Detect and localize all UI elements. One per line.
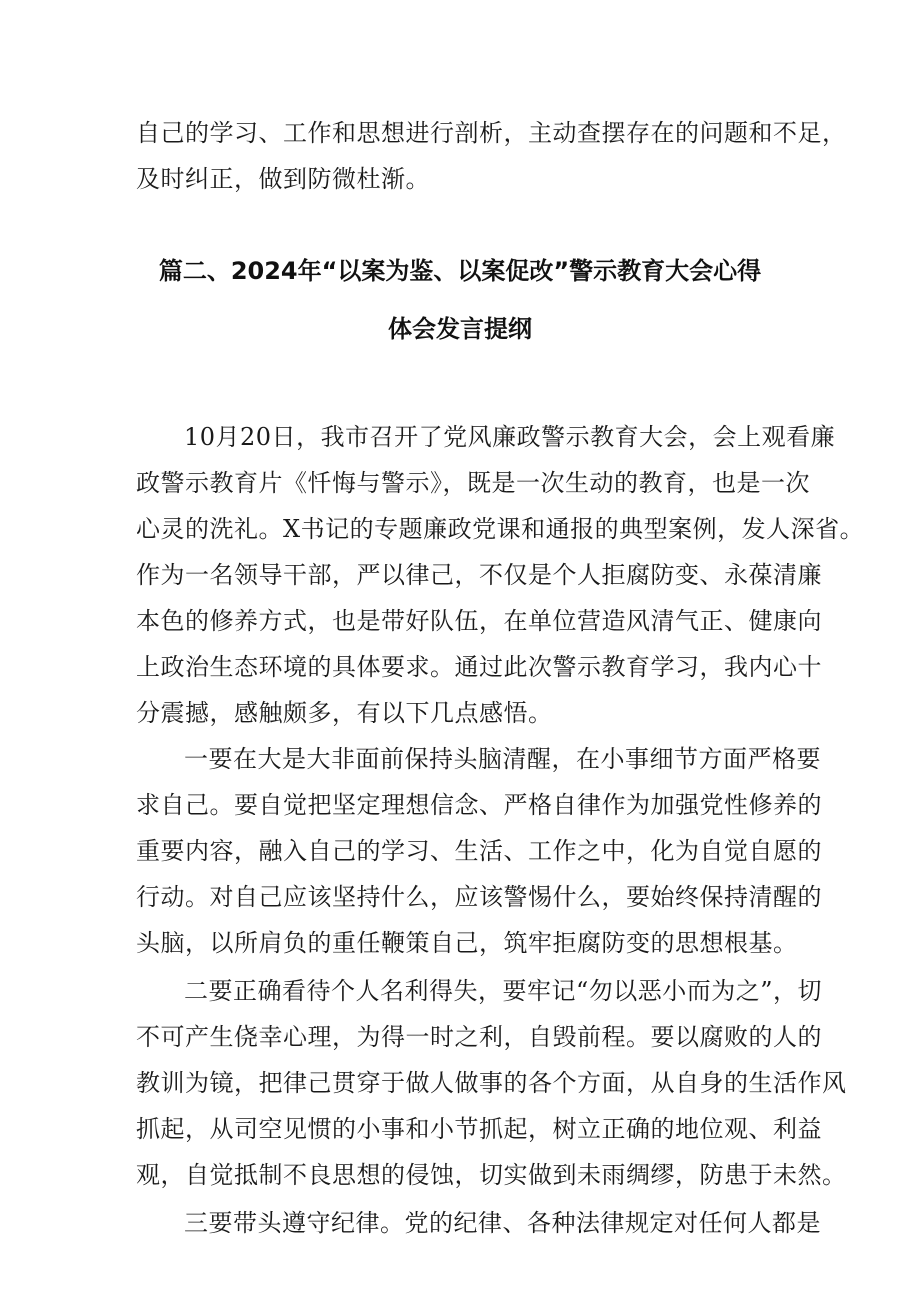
paragraph-line: 三要带头遵守纪律。党的纪律、各种法律规定对任何人都是 xyxy=(184,1209,821,1237)
intro-line: 自己的学习、工作和思想进行剖析，主动查摆存在的问题和不足， xyxy=(136,119,847,147)
document-title-continued: 体会发言提纲 xyxy=(388,315,532,343)
paragraph-line: 二要正确看待个人名利得失，要牢记“勿以恶小而为之”，切 xyxy=(184,977,823,1005)
intro-line: 及时纠正，做到防微杜渐。 xyxy=(136,165,430,193)
paragraph-line: 一要在大是大非面前保持头脑清醒，在小事细节方面严格要 xyxy=(184,745,821,773)
paragraph-line: 教训为镜，把律己贯穿于做人做事的各个方面，从自身的生活作风 xyxy=(136,1069,847,1097)
paragraph-line: 上政治生态环境的具体要求。通过此次警示教育学习，我内心十 xyxy=(136,653,822,681)
paragraph-line: 抓起，从司空见惯的小事和小节抓起，树立正确的地位观、利益 xyxy=(136,1115,822,1143)
paragraph-line: 头脑，以所肩负的重任鞭策自己，筑牢拒腐防变的思想根基。 xyxy=(136,929,798,957)
paragraph-line: 政警示教育片《忏悔与警示》，既是一次生动的教育，也是一次 xyxy=(136,469,810,497)
paragraph-line: 重要内容，融入自己的学习、生活、工作之中，化为自觉自愿的 xyxy=(136,837,822,865)
paragraph-line: 求自己。要自觉把坚定理想信念、严格自律作为加强党性修养的 xyxy=(136,791,822,819)
paragraph-line: 心灵的洗礼。X书记的专题廉政党课和通报的典型案例，发人深省。 xyxy=(136,515,865,543)
paragraph-line: 行动。对自己应该坚持什么，应该警惕什么，要始终保持清醒的 xyxy=(136,883,822,911)
paragraph-line: 分震撼，感触颇多，有以下几点感悟。 xyxy=(136,699,553,727)
paragraph-line: 不可产生侥幸心理，为得一时之利，自毁前程。要以腐败的人的 xyxy=(136,1023,822,1051)
paragraph-line: 观，自觉抵制不良思想的侵蚀，切实做到未雨绸缪，防患于未然。 xyxy=(136,1161,847,1189)
paragraph-line: 10月20日，我市召开了党风廉政警示教育大会，会上观看廉 xyxy=(184,423,836,451)
paragraph-line: 本色的修养方式，也是带好队伍，在单位营造风清气正、健康向 xyxy=(136,607,822,635)
paragraph-line: 作为一名领导干部，严以律己，不仅是个人拒腐防变、永葆清廉 xyxy=(136,561,822,589)
document-title: 篇二、2024年“以案为鉴、以案促改”警示教育大会心得 xyxy=(158,257,762,285)
